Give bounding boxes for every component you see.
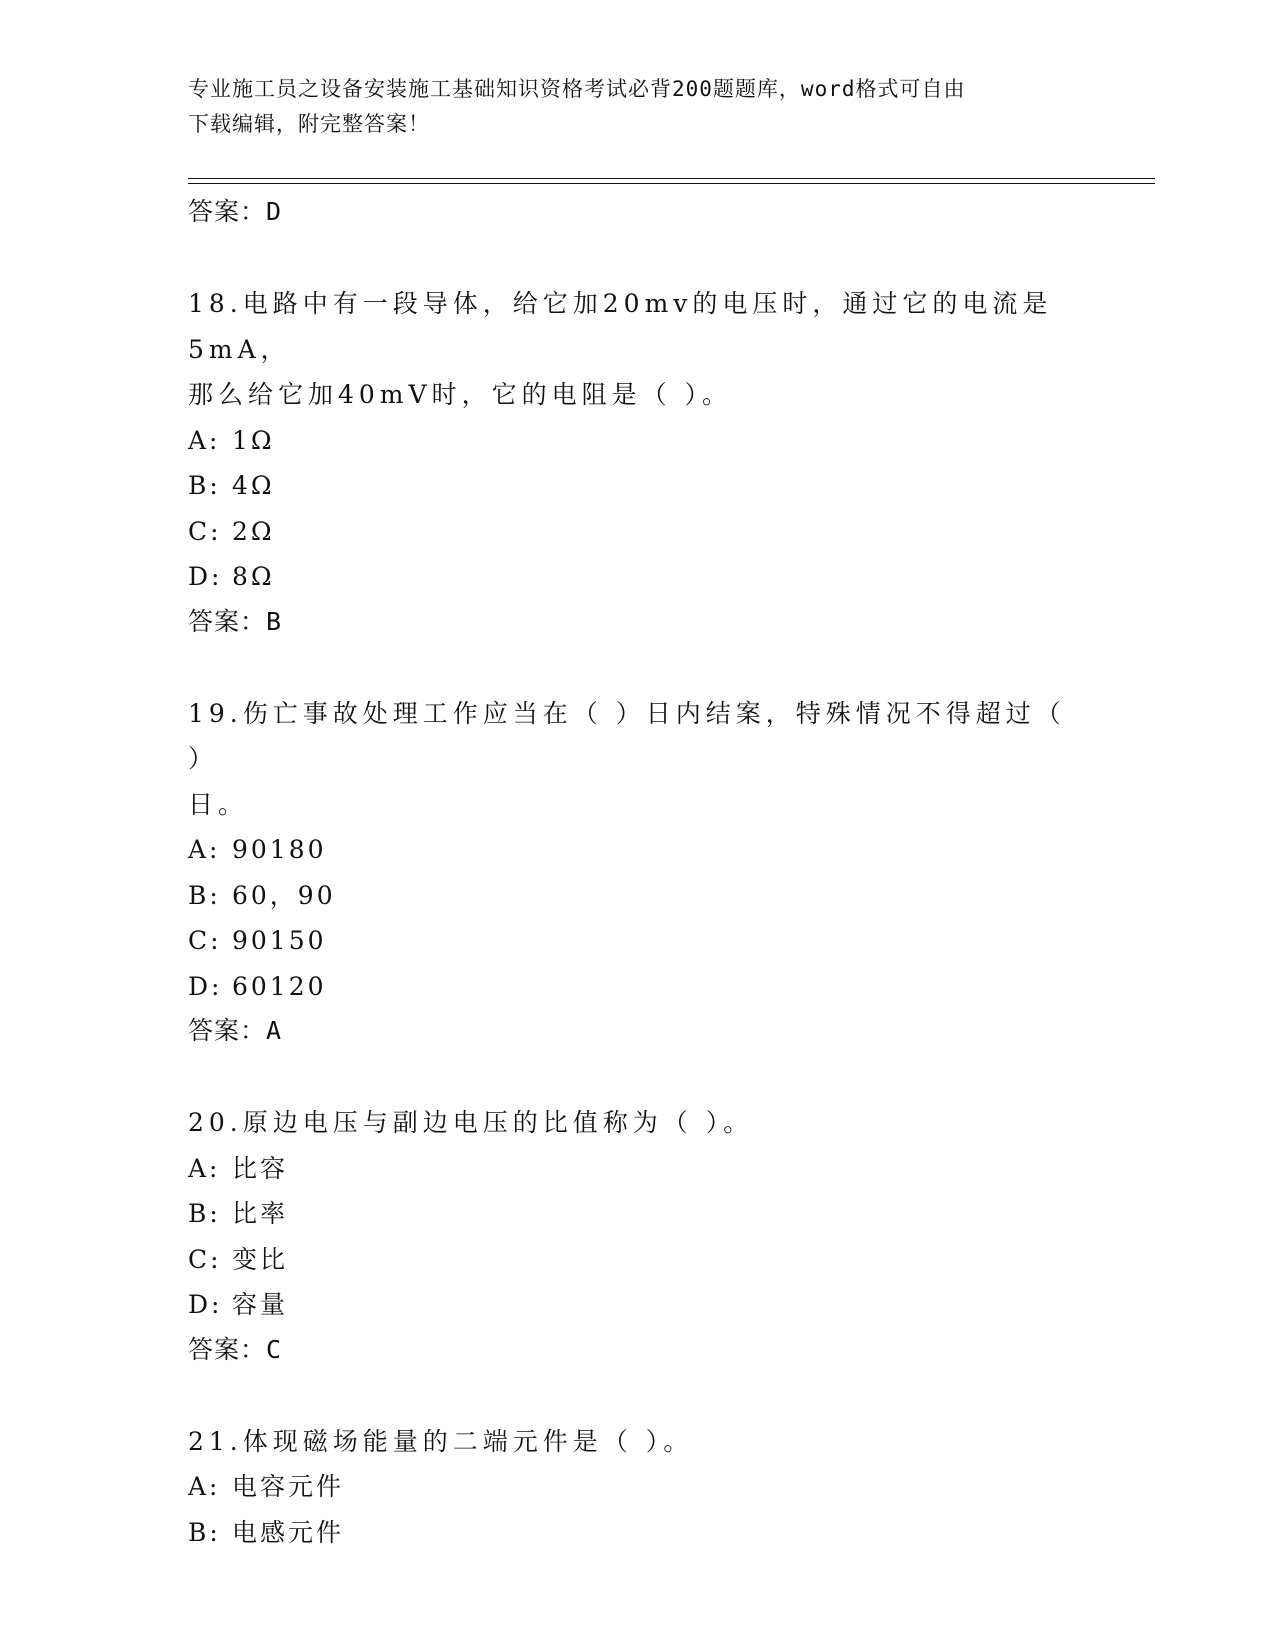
option-text: 容量 xyxy=(232,1290,289,1319)
option-text: 变比 xyxy=(232,1244,289,1274)
option-letter: B: xyxy=(188,471,221,500)
option-a xyxy=(188,1464,1088,1510)
option-text: 90150 xyxy=(232,926,327,955)
option-text: 比容 xyxy=(232,1153,289,1183)
option-a xyxy=(188,418,1088,464)
answer-label: 答案： xyxy=(188,1334,267,1364)
option-letter: B: xyxy=(188,1517,221,1547)
option-b xyxy=(188,1510,1088,1556)
header-title-line-2: 下载编辑，附完整答案！ xyxy=(188,112,430,136)
question-18 xyxy=(188,281,1088,644)
option-letter: A: xyxy=(188,1153,221,1183)
answer-value: B xyxy=(266,606,283,636)
answer-value: D xyxy=(266,197,283,226)
option-text: 8Ω xyxy=(232,562,275,591)
question-spacer xyxy=(188,234,1088,281)
question-text-line: 18.电路中有一段导体，给它加20mv的电压时，通过它的电流是5mA， xyxy=(188,289,1053,364)
option-letter: D: xyxy=(188,562,223,591)
option-letter: A: xyxy=(188,425,221,455)
option-text: 电容元件 xyxy=(232,1472,345,1501)
option-d xyxy=(188,964,1088,1010)
option-a xyxy=(188,827,1088,873)
answer-label: 答案： xyxy=(188,197,267,226)
question-text-line: 日。 xyxy=(188,789,249,819)
question-spacer xyxy=(188,1053,1088,1100)
header-divider-top xyxy=(188,178,1155,179)
option-c xyxy=(188,1237,1088,1283)
option-letter: B: xyxy=(188,1199,221,1228)
answer-label: 答案： xyxy=(188,606,267,636)
answer-value: C xyxy=(266,1334,283,1364)
option-letter: D: xyxy=(188,1290,223,1319)
option-text: 1Ω xyxy=(232,425,275,455)
option-a xyxy=(188,1146,1088,1192)
option-text: 比率 xyxy=(232,1199,289,1228)
option-text: 90180 xyxy=(232,835,327,864)
option-letter: A: xyxy=(188,835,221,864)
question-text-line: 20.原边电压与副边电压的比值称为（ ）。 xyxy=(188,1108,754,1137)
option-letter: B: xyxy=(188,880,221,910)
option-letter: C: xyxy=(188,926,222,955)
document-header xyxy=(188,72,1088,142)
option-c xyxy=(188,509,1088,555)
answer-q19 xyxy=(188,1009,1088,1053)
answer-q17 xyxy=(188,190,1088,234)
option-text: 60，90 xyxy=(232,880,336,910)
option-letter: D: xyxy=(188,971,223,1001)
question-21 xyxy=(188,1419,1088,1556)
question-spacer xyxy=(188,1372,1088,1419)
question-text-line: 21.体现磁场能量的二端元件是（ ）。 xyxy=(188,1426,694,1456)
answer-label: 答案： xyxy=(188,1016,267,1045)
option-d xyxy=(188,1282,1088,1328)
option-b xyxy=(188,1191,1088,1237)
option-b xyxy=(188,873,1088,919)
header-divider-bottom xyxy=(188,183,1155,184)
question-list xyxy=(188,190,1088,1555)
question-text-line: 那么给它加40mV时，它的电阻是（ ）。 xyxy=(188,380,733,409)
option-text: 2Ω xyxy=(232,516,275,546)
option-letter: A: xyxy=(188,1472,221,1501)
question-spacer xyxy=(188,644,1088,691)
option-text: 电感元件 xyxy=(232,1517,345,1547)
option-text: 4Ω xyxy=(232,471,275,500)
option-b xyxy=(188,463,1088,509)
answer-q18 xyxy=(188,600,1088,644)
option-letter: C: xyxy=(188,1244,222,1274)
answer-value: A xyxy=(266,1016,283,1045)
option-c xyxy=(188,918,1088,964)
question-text-line: 19.伤亡事故处理工作应当在（ ）日内结案，特殊情况不得超过（ ） xyxy=(188,698,1066,773)
answer-q20 xyxy=(188,1328,1088,1372)
question-20 xyxy=(188,1100,1088,1372)
option-text: 60120 xyxy=(232,971,327,1001)
header-title-line-1: 专业施工员之设备安装施工基础知识资格考试必背200题题库，word格式可自由 xyxy=(188,77,966,101)
question-19 xyxy=(188,691,1088,1054)
option-letter: C: xyxy=(188,516,222,546)
option-d xyxy=(188,554,1088,600)
